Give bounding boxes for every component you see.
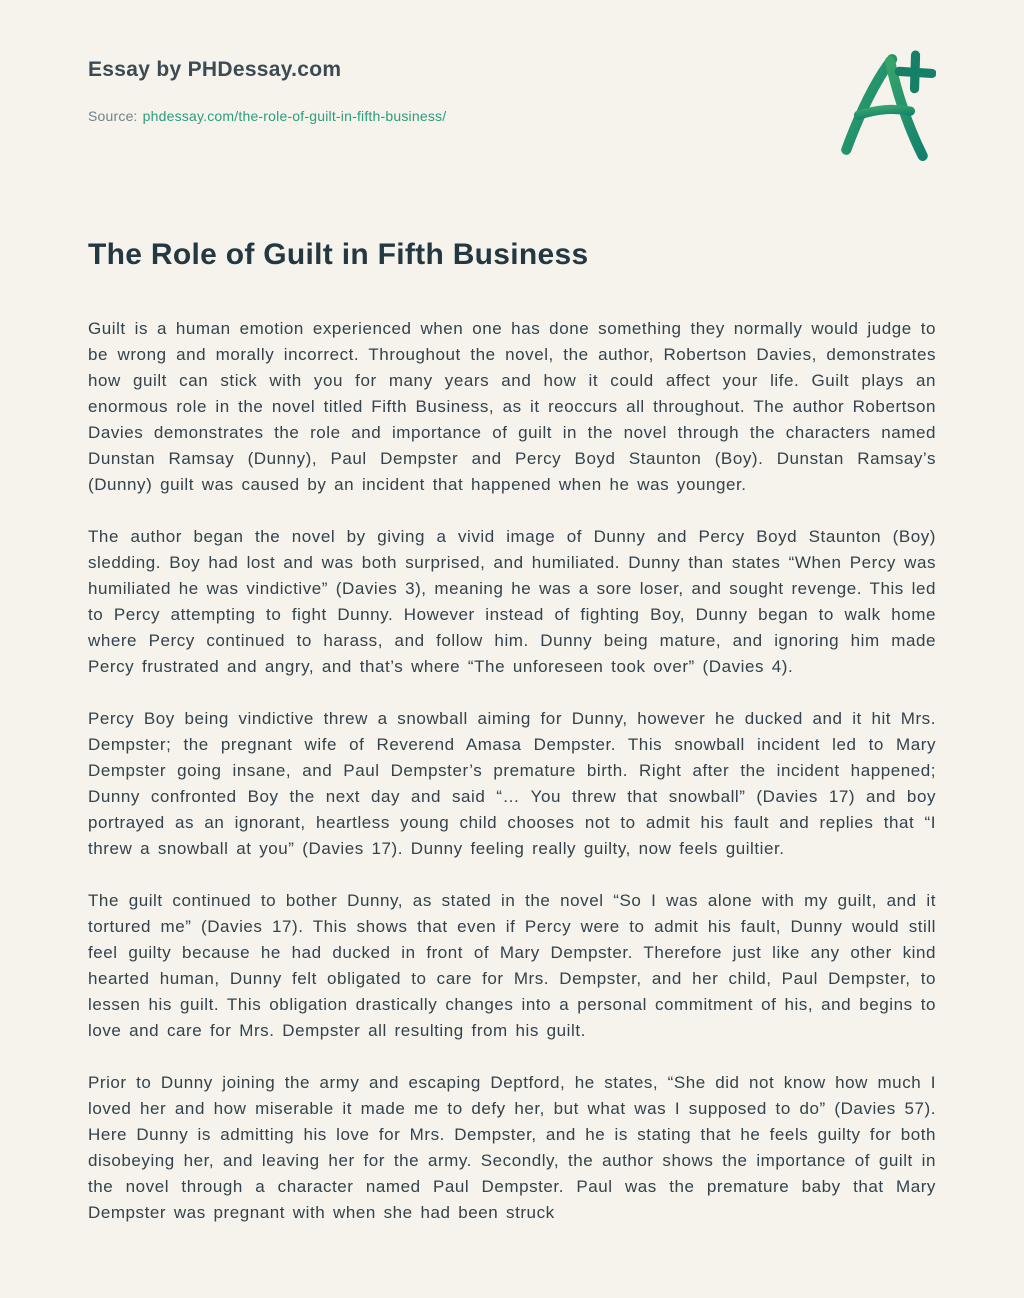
essay-paragraph: Percy Boy being vindictive threw a snowball aiming for Dunny, however he ducked and it hit Mrs. Dempster; the pregnant wife of Reverend Amasa Dempster. This snowball incident led to Mary Dempster going insane, and Paul Dempster’s premature birth. Right after the incident happened; Dunny confronted Boy the next day and said “… You threw that snowball” (Davies 17) and boy portrayed as an ignorant, heartless young child chooses not to admit his fault and replies that “I threw a snowball at you” (Davies 17). Dunny feeling really guilty, now feels guiltier. <box>88 709 936 858</box>
essay-paragraph: The author began the novel by giving a vivid image of Dunny and Percy Boyd Staunton (Boy) sledding. Boy had lost and was both surprised, and humiliated. Dunny than states “When Percy was humiliated he was vindictive” (Davies 3), meaning he was a sore loser, and sought revenge. This led to Percy attempting to fight Dunny. However instead of fighting Boy, Dunny began to walk home where Percy continued to harass, and follow him. Dunny being mature, and ignoring him made Percy frustrated and angry, and that’s where “The unforeseen took over” (Davies 4). <box>88 527 936 676</box>
essay-paragraph: Prior to Dunny joining the army and escaping Deptford, he states, “She did not know how much I loved her and how miserable it made me to defy her, but what was I supposed to do” (Davies 57). Here Dunny is admitting his love for Mrs. Dempster, and he is stating that he feels guilty for both disobeying her, and leaving her for the army. Secondly, the author shows the importance of guilt in the novel through a character named Paul Dempster. Paul was the premature baby that Mary Dempster was pregnant with when she had been struck <box>88 1073 936 1222</box>
source-link[interactable]: phdessay.com/the-role-of-guilt-in-fifth-business/ <box>142 108 447 124</box>
essay-paragraph: The guilt continued to bother Dunny, as stated in the novel “So I was alone with my guilt, and it tortured me” (Davies 17). This shows that even if Percy were to admit his fault, Dunny would still feel guilty because he had ducked in front of Mary Dempster. Therefore just like any other kind hearted human, Dunny felt obligated to care for Mrs. Dempster, and her child, Paul Dempster, to lessen his guilt. This obligation drastically changes into a personal commitment of his, and begins to love and care for Mrs. Dempster all resulting from his guilt. <box>88 891 936 1040</box>
phdessay-logo <box>834 50 936 162</box>
a-plus-logo-icon <box>834 50 936 162</box>
header-text-block <box>88 52 446 124</box>
byline: Essay by PHDessay.com <box>88 58 342 81</box>
essay-body <box>88 316 936 1226</box>
essay-title: The Role of Guilt in Fifth Business <box>88 238 589 271</box>
source-line <box>88 108 446 124</box>
essay-paragraph: Guilt is a human emotion experienced when one has done something they normally would judge to be wrong and morally incorrect. Throughout the novel, the author, Robertson Davies, demonstrates how guilt can stick with you for many years and how it could affect your life. Guilt plays an enormous role in the novel titled Fifth Business, as it reoccurs all throughout. The author Robertson Davies demonstrates the role and importance of guilt in the novel through the characters named Dunstan Ramsay (Dunny), Paul Dempster and Percy Boyd Staunton (Boy). Dunstan Ramsay’s (Dunny) guilt was caused by an incident that happened when he was younger. <box>88 319 936 494</box>
source-label: Source: <box>88 108 138 124</box>
page-header <box>88 52 936 162</box>
